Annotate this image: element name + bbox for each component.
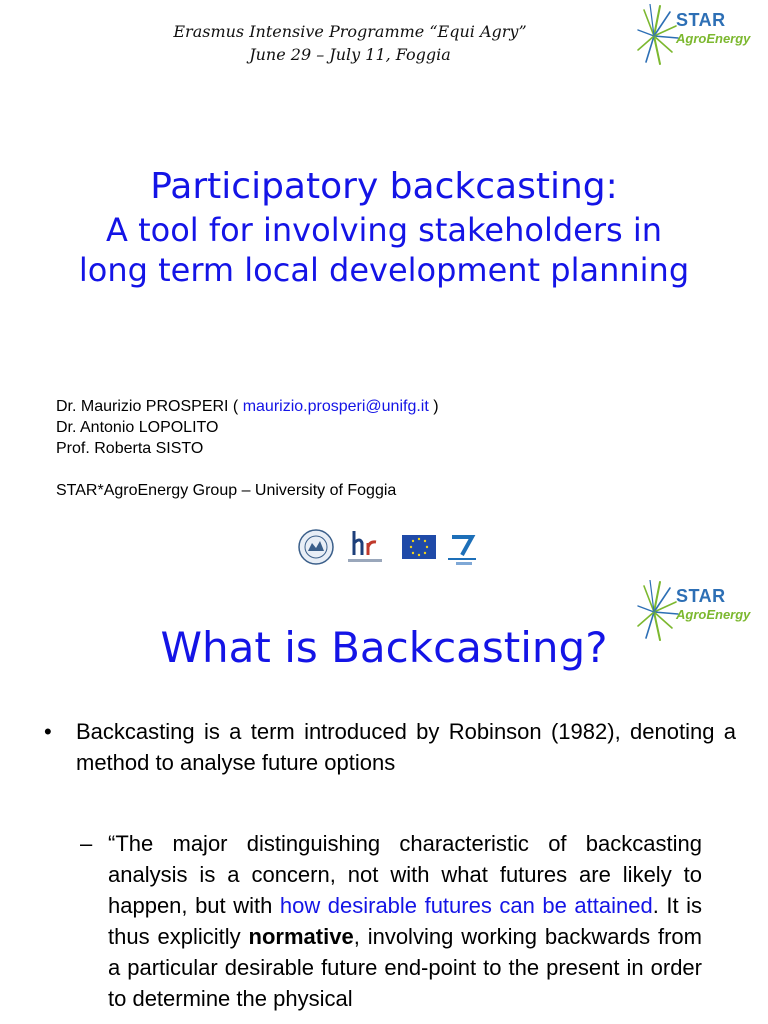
author-1-suffix: ) [428, 398, 439, 415]
logo-brand-text: STAR [676, 10, 726, 30]
quote-text [108, 828, 702, 1014]
author-1-email-link[interactable]: maurizio.prosperi@unifg.it [242, 398, 429, 415]
slide-heading: What is Backcasting? [160, 623, 608, 672]
research-group: STAR*AgroEnergy Group – University of Foggia [56, 482, 397, 499]
logo-brand-text: STAR [676, 586, 726, 606]
bullet-text: Backcasting is a term introduced by Robinson (1982), denoting a method to analyse future options [76, 719, 736, 775]
eu-flag-icon [402, 535, 436, 559]
bullet-marker: • [44, 719, 52, 744]
author-2: Dr. Antonio LOPOLITO [56, 419, 219, 436]
slide-title-line-3: long term local development planning [78, 251, 690, 289]
logo-sub-text: AgroEnergy [676, 607, 751, 622]
quote-highlight: how desirable futures can be attained [279, 893, 653, 918]
starburst-icon [636, 4, 680, 66]
star-agroenergy-logo [636, 4, 761, 64]
event-name: Erasmus Intensive Programme “Equi Agry” [173, 22, 527, 41]
partner-logos [296, 525, 486, 569]
slide-title-line-1: Participatory backcasting: [150, 166, 618, 207]
event-header [0, 20, 700, 66]
quote-part-2: . It is thus explicitly [108, 893, 702, 949]
author-3: Prof. Roberta SISTO [56, 440, 204, 457]
slide-what-is-backcasting [0, 580, 768, 1024]
sub-bullet-marker: – [80, 831, 93, 856]
event-dates: June 29 – July 11, Foggia [249, 45, 451, 64]
university-seal-icon [299, 530, 333, 564]
slide-title-line-2: A tool for involving stakeholders in [106, 211, 662, 249]
quote-part-3: , involving working backwards from a particular desirable future end-point to the present in order to determine the physical [108, 924, 702, 1011]
author-1 [56, 396, 439, 417]
author-list [56, 396, 439, 501]
hr-logo-icon [348, 531, 382, 562]
logo-sub-text: AgroEnergy [676, 31, 751, 46]
author-1-name: Dr. Maurizio PROSPERI ( [56, 398, 243, 415]
quote-part-1: “The major distinguishing characteristic of backcasting analysis is a concern, not with what futures are likely to happen, but with [108, 831, 702, 918]
quote-bold-term: normative [248, 924, 354, 949]
programme-logo-icon [448, 537, 476, 565]
